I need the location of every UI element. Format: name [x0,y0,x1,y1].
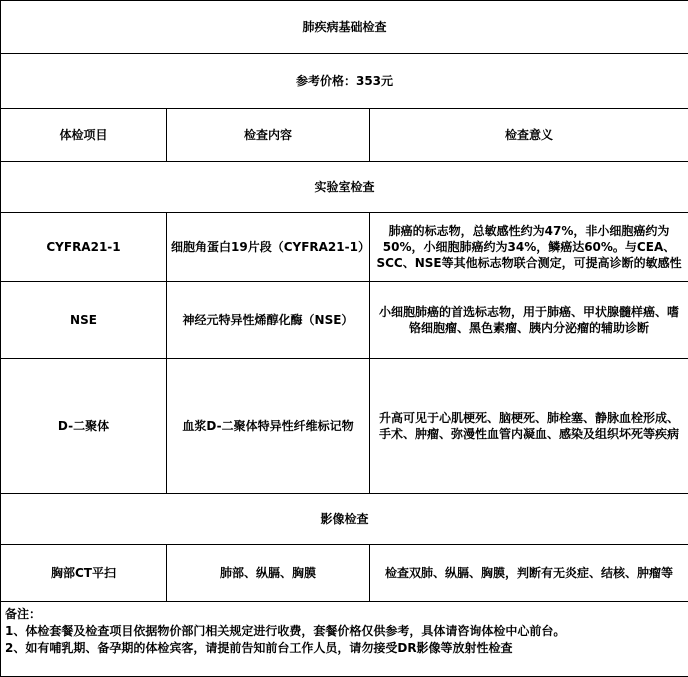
section-lab: 实验室检查 [1,162,688,213]
notes-label: 备注： [5,606,684,623]
row-item: D-二聚体 [1,359,167,494]
row-item: NSE [1,282,167,359]
row-item: 胸部CT平扫 [1,545,167,602]
table-row [1,282,688,359]
section-imaging: 影像检查 [1,494,688,545]
header-item: 体检项目 [1,109,167,162]
notes-line-1: 1、体检套餐及检查项目依据物价部门相关规定进行收费，套餐价格仅供参考，具体请咨询体检中心前台。 [5,623,684,640]
row-content: 血浆D-二聚体特异性纤维标记物 [167,359,370,494]
row-item: CYFRA21-1 [1,213,167,282]
row-meaning: 小细胞肺癌的首选标志物，用于肺癌、甲状腺髓样癌、嗜铬细胞瘤、黑色素瘤、胰内分泌瘤的辅助诊断 [370,282,688,359]
row-meaning: 升高可见于心肌梗死、脑梗死、肺栓塞、静脉血栓形成、手术、肿瘤、弥漫性血管内凝血、感染及组织坏死等疾病 [370,359,688,494]
row-content: 细胞角蛋白19片段（CYFRA21-1） [167,213,370,282]
row-content: 肺部、纵膈、胸膜 [167,545,370,602]
header-meaning: 检查意义 [370,109,688,162]
header-content: 检查内容 [167,109,370,162]
notes-line-2: 2、如有哺乳期、备孕期的体检宾客，请提前告知前台工作人员，请勿接受DR影像等放射性检查 [5,640,684,657]
notes [1,602,688,677]
row-meaning: 肺癌的标志物，总敏感性约为47%，非小细胞癌约为50%，小细胞肺癌约为34%，鳞癌达60%。与CEA、SCC、NSE等其他标志物联合测定，可提高诊断的敏感性 [370,213,688,282]
package-title: 肺疾病基础检查 [1,1,688,54]
row-meaning: 检查双肺、纵膈、胸膜，判断有无炎症、结核、肿瘤等 [370,545,688,602]
table-row [1,359,688,494]
package-price: 参考价格：353元 [1,54,688,109]
row-content: 神经元特异性烯醇化酶（NSE） [167,282,370,359]
table-row [1,213,688,282]
table-row [1,545,688,602]
